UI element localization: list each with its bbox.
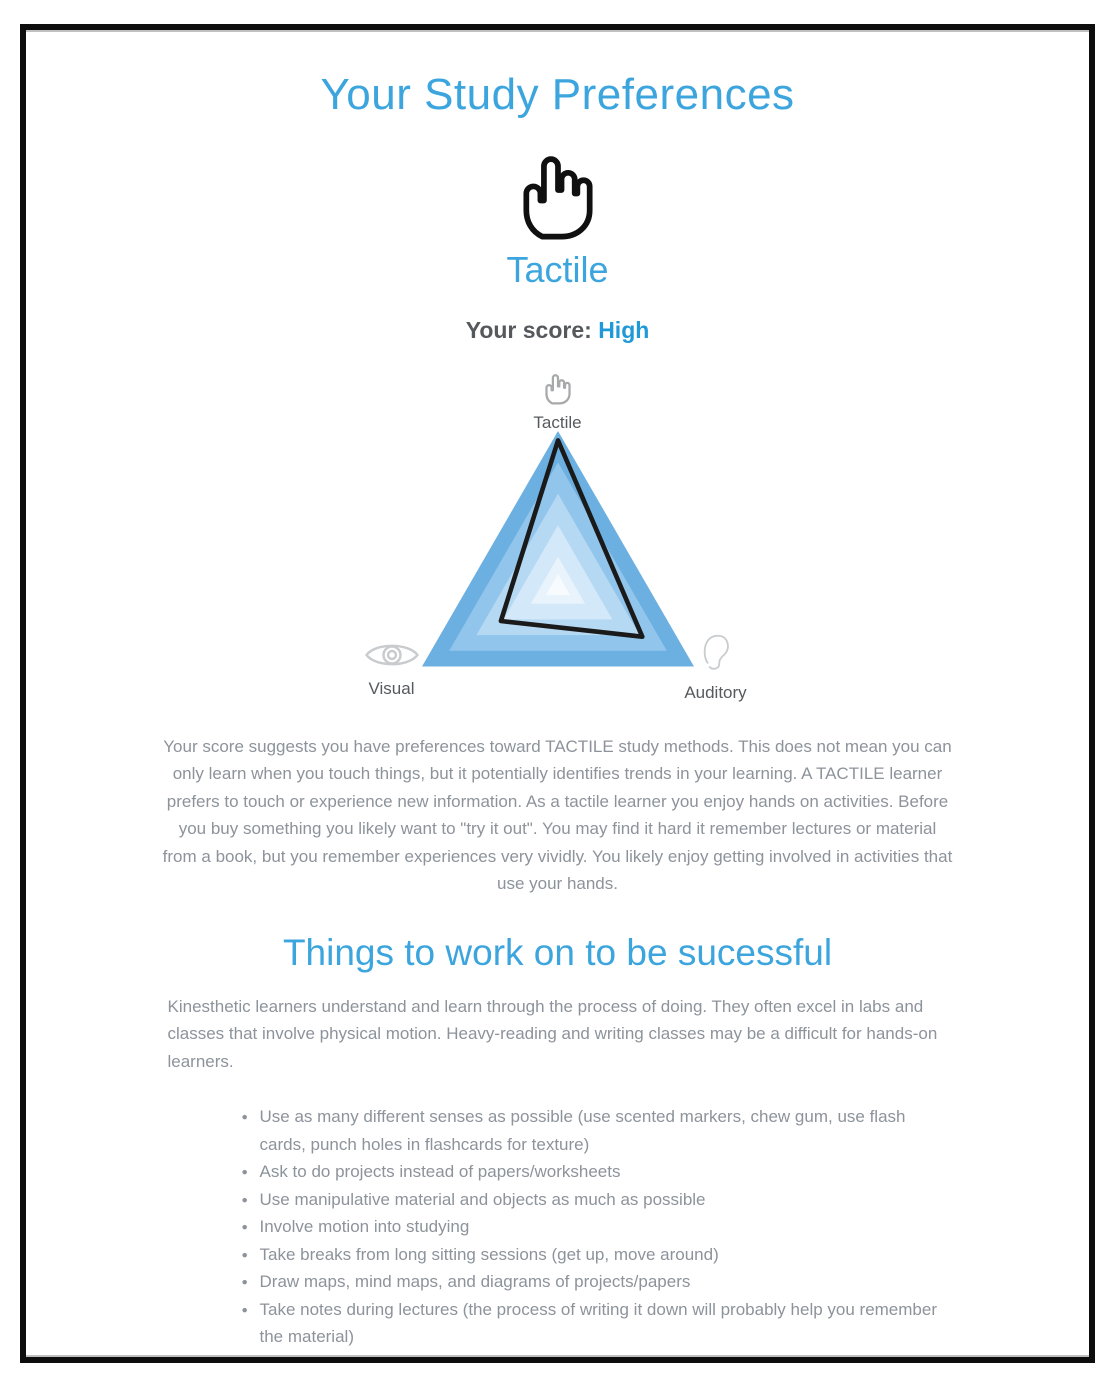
score-label: Your score: [465,316,592,343]
tip-item: ● Ask to do projects instead of papers/worksheets [260,1158,948,1186]
tip-item: ● Take breaks from long sitting sessions (get up, move around) [260,1241,948,1269]
eye-icon [363,638,421,672]
axis-tactile [358,372,758,433]
section-intro: Kinesthetic learners understand and learn through the process of doing. They often excel in labs and classes that involve physical motion. Heavy-reading and writing classes may be a difficult for hands-on learners. [167,996,938,1071]
axis-label-visual: Visual [368,678,415,698]
tip-item: ● Use as many different senses as possible (use scented markers, chew gum, use flash cards, punch holes in flashcards for texture) [260,1103,948,1158]
tip-item: ● Draw maps, mind maps, and diagrams of projects/papers [260,1268,948,1296]
tips-list [168,1103,948,1351]
tip-item: ● Take notes during lectures (the process of writing it down will probably help you remember the material) [260,1296,948,1351]
score-line [26,317,1089,344]
results-page [20,24,1095,1363]
axis-label-tactile: Tactile [533,412,582,432]
radar-chart [358,370,758,715]
hand-touch-icon-small [542,372,574,406]
tip-item: ● Involve motion into studying [260,1213,948,1241]
tip-item: ● Use manipulative material and objects as much as possible [260,1186,948,1214]
radar-rings [422,431,694,667]
axis-auditory [670,630,762,703]
axis-visual [350,638,434,699]
result-modality: Tactile [506,248,609,290]
page-title: Your Study Preferences [320,70,795,119]
section-heading: Things to work on to be sucessful [282,931,833,973]
score-value: High [598,316,650,343]
hand-touch-icon [26,153,1089,241]
result-description: Your score suggests you have preferences toward TACTILE study methods. This does not mean you can only learn when you touch things, but it potentially identifies trends in your learning. A TACTILE learner prefers to touch or experience new information. As a tactile learner you enjoy hands on activities. Before you buy something you likely want to "try it out". You may find it hard it remember lectures or material from a book, but you remember experiences very vividly. You likely enjoy getting involved in activities that use your hands. [162,736,953,894]
section-content [168,993,948,1351]
ear-icon [702,630,730,676]
axis-label-auditory: Auditory [684,682,747,702]
